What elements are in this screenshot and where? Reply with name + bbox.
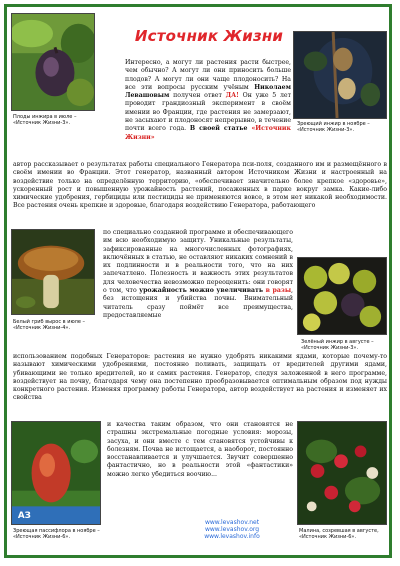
bottom-text: и качества таким образом, что они становятся не страшны экстремальные погодные условия: морозы, засуха, и они вместе с тем становятся устойчивы к болезням. Почва не истощается, а наоборот, постоянно восстанавливается и улучшается. Звучит совершенно фантастично, но в реальности этой «фантастики» можно легко убедиться воочию... xyxy=(107,421,293,478)
mushroom-caption: Белый гриб вырос в июле – «Источник Жизни-4». xyxy=(13,319,86,331)
page-frame xyxy=(4,4,392,558)
middle-text-2: , без истощения и убийства почвы. Внимательный читатель сразу поймёт все преимущества, предоставляемые xyxy=(103,287,293,319)
passion-caption: Зреющая пассифлора в ноябре – «Источник Жизни-6». xyxy=(13,528,100,540)
inzhir-photo xyxy=(293,31,387,119)
svg-text:АЗ: АЗ xyxy=(17,511,31,522)
mushroom-image xyxy=(12,230,94,314)
fig-caption: Плоды инжира в июле – «Источник Жизни-3». xyxy=(13,114,77,126)
fig-photo xyxy=(11,13,95,111)
emphasis-times: в разы xyxy=(263,287,292,295)
answer-yes: ДА! xyxy=(225,92,239,100)
article-intro: В своей статье xyxy=(189,125,252,133)
mushroom-photo xyxy=(11,229,95,315)
link-org[interactable]: www.levashov.org xyxy=(204,526,260,533)
author-name: Николаем Левашовым xyxy=(125,83,291,100)
paragraph-2: использованием подобных Генераторов: растения не нужно удобрять никакими ядами, которые почему-то называют химическими удобрениями, постоянно поливать, защищать от вредителей другими ядами, убивающими не только вредителей, но и самих растения. Генератор, следуя заложенной в него программе, воздействует на почву, благодаря чему она постепенно преобразовывается оптимальным образом под нужды конкретного растения. Изменяя программу работы Генератора, автор воздействует на растения и изменяет их свойства xyxy=(13,353,387,402)
inzhir-caption: Зреющий инжир в ноябре – «Источник Жизни-3». xyxy=(297,121,370,133)
emphasis-yield: урожайность можно увеличивать xyxy=(139,287,264,295)
article-title: «Источник Жизни» xyxy=(125,125,291,141)
paragraph-1: автор рассказывает о результатах работы специального Генератора пси-поля, созданного им и размещённого в своём имении во Франции. Этот генератор, названный автором Источником Жизни и настроенный на воздействие только на определённую территорию, «обеспечивает значительно более крепкое «здоровье», ускоренный рост и повышенную урожайность растений, посаженных в парке вокруг замка. Какие-либо химические удобрения, гербициды или пестициды не применяются вовсе, в этом нет никакой необходимости. Все растения очень крепкие и здоровые, благодаря воздействию Генератора, работающего xyxy=(13,161,387,210)
green-fig-image xyxy=(298,258,386,334)
passion-image xyxy=(12,422,100,524)
green-fig-photo xyxy=(297,257,387,335)
passion-photo xyxy=(11,421,101,525)
raspberry-caption: Малина, созревшая в августе, «Источник Жизни-6». xyxy=(299,528,379,540)
intro-text-3: Он уже 5 лет проводит грандиозный эксперимент в своём имении во Франции, где растения не замерзают, не засыхают и плодоносят непрерывно, в течение почти всего года. xyxy=(125,92,291,133)
page-title: Источник Жизни xyxy=(134,27,284,45)
middle-text xyxy=(103,229,293,320)
raspberry-photo xyxy=(297,421,387,525)
intro-text-2: получен ответ xyxy=(169,92,226,100)
intro-text-1: Интересно, а могут ли растения расти быстрее, чем обычно? А могут ли они приносить больше плодов? А могут ли они чаще плодоносить? На все эти вопросы русским учёным xyxy=(125,59,291,91)
intro-text xyxy=(125,59,291,142)
green-fig-caption: Зелёный инжир в августе – «Источник Жизни-3». xyxy=(301,339,374,351)
middle-text-1: по специально созданной программе и обеспечивающего им всю необходимую защиту. Уникальные результаты, зафиксированные на многочисленных фотографиях, включённых в статью, не оставляют никаких сомнений в их подлинности и в реальности того, что на них запечатлено. Полезность и важность этих результатов для человечества невозможно переоценить: они говорят о том, что xyxy=(103,229,293,295)
inzhir-image xyxy=(294,32,386,118)
website-links xyxy=(187,519,277,540)
link-info[interactable]: www.levashov.info xyxy=(204,533,260,540)
link-net[interactable]: www.levashov.net xyxy=(204,519,260,526)
raspberry-image xyxy=(298,422,386,524)
fig-image xyxy=(12,14,94,110)
